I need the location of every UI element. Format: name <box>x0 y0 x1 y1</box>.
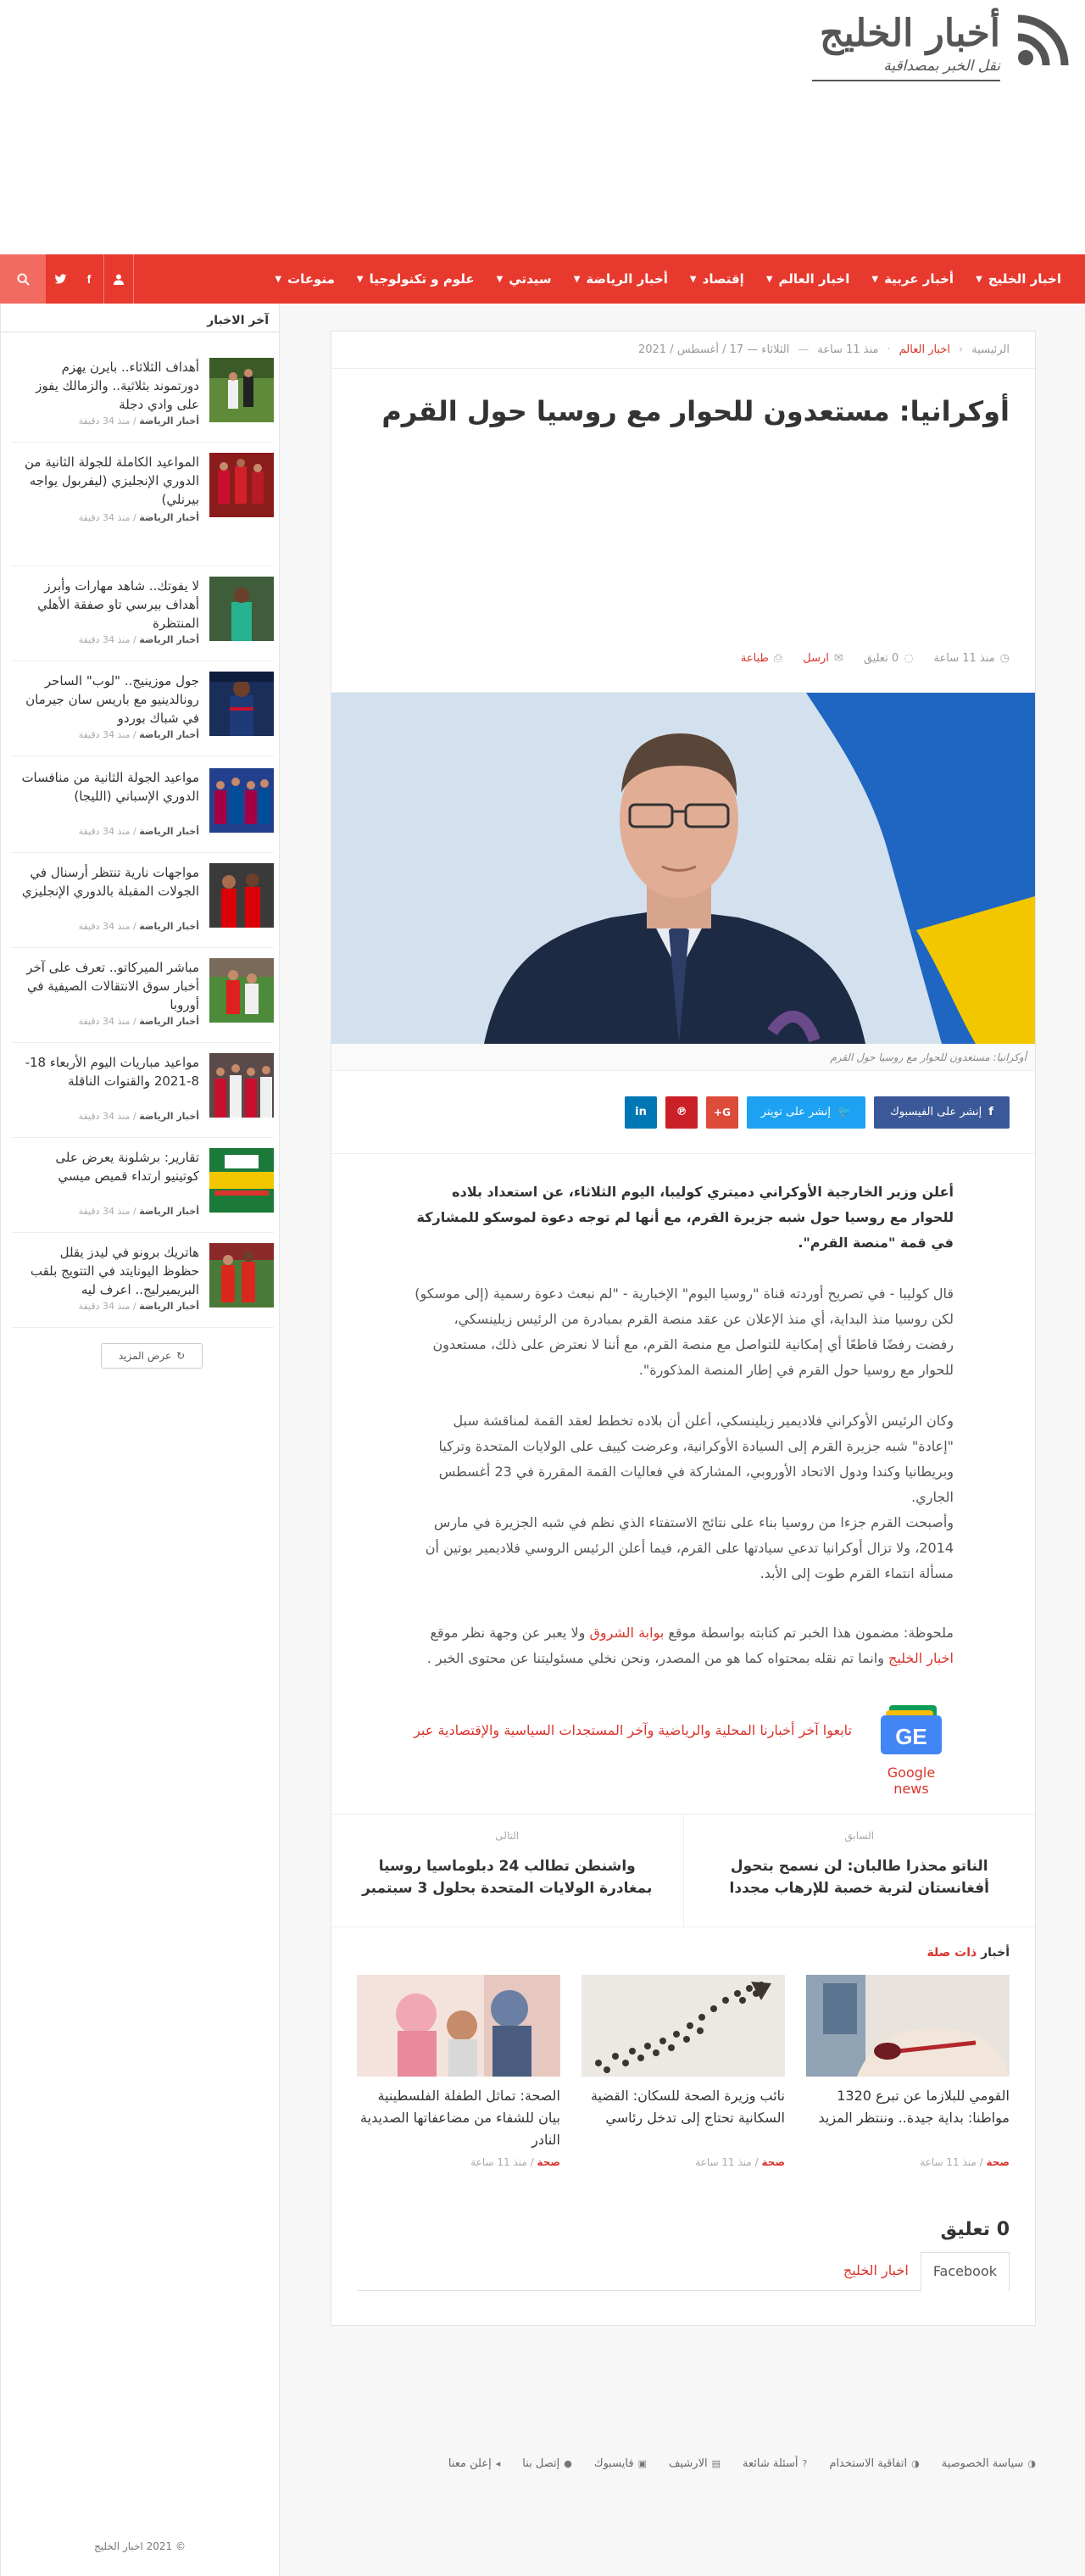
chevron-down-icon: ▼ <box>496 274 504 284</box>
comments-heading: 0 تعليق <box>940 2219 1010 2240</box>
facebook-icon: f <box>86 272 92 286</box>
article-title: أوكرانيا: مستعدون للحوار مع روسيا حول القرم <box>381 395 1010 427</box>
note-mid: ولا يعبر عن وجهة نظر موقع <box>430 1625 586 1641</box>
facebook-link[interactable] <box>75 254 103 304</box>
google-news-banner[interactable] <box>413 1703 954 1797</box>
news-meta: أخبار الرياضة / منذ 34 دقيقة <box>78 1301 199 1312</box>
related-title: نائب وزيرة الصحة للسكان: القضية السكانية تحتاج إلى تدخل رئاسي <box>590 2088 785 2126</box>
related-title: الصحة: تماثل الطفلة الفلسطينية بيان للشفاء من مضاعفاتها الصديدية النادر <box>360 2088 560 2148</box>
related-category: صحة <box>761 2156 785 2168</box>
photo-caption: أوكرانيا: مستعدون للحوار مع روسيا حول القرم <box>331 1044 1035 1071</box>
news-meta: أخبار الرياضة / منذ 34 دقيقة <box>78 415 199 427</box>
news-thumbnail <box>209 672 274 736</box>
note-site-link[interactable]: اخبار الخليج <box>888 1650 954 1666</box>
send-link[interactable] <box>803 652 843 665</box>
news-time: منذ 34 دقيقة <box>78 634 131 645</box>
share-linkedin-button[interactable] <box>625 1096 657 1129</box>
chevron-down-icon: ▼ <box>976 274 982 284</box>
news-thumbnail <box>209 958 274 1023</box>
news-title: مواعيد مباريات اليوم الأربعاء 18-8-2021 والقنوات الناقلة <box>25 1055 199 1089</box>
article-meta <box>331 642 1035 693</box>
next-post[interactable] <box>331 1815 684 1926</box>
news-category: أخبار الرياضة <box>139 1111 199 1122</box>
sidebar-heading: آخر الاخبار <box>1 304 279 332</box>
tab-site-comments[interactable]: اخبار الخليج <box>843 2262 909 2278</box>
news-meta: أخبار الرياضة / منذ 34 دقيقة <box>78 634 199 645</box>
nav-menu <box>253 254 1061 304</box>
related-meta: صحة / منذ 11 ساعة <box>470 2156 560 2168</box>
twitter-link[interactable] <box>46 254 75 304</box>
article-body <box>331 1154 1035 1671</box>
news-thumbnail <box>209 1148 274 1213</box>
logo-title: أخبار الخليج <box>820 12 1000 55</box>
related-thumbnail <box>806 1975 1010 2077</box>
sidebar-news-item[interactable] <box>11 572 274 661</box>
clock-icon: ◷ <box>999 652 1010 665</box>
nav-item-women[interactable] <box>497 271 552 287</box>
related-heading <box>357 1946 1010 1960</box>
related-thumbnail <box>581 1975 785 2077</box>
nav-item-label: سيدتي <box>509 271 552 287</box>
news-category: أخبار الرياضة <box>139 1016 199 1027</box>
site-logo[interactable] <box>807 8 1078 80</box>
nav-item-label: علوم و تكنولوجيا <box>369 271 475 287</box>
chevron-down-icon: ▼ <box>689 274 697 284</box>
google-news-label: Google news <box>887 1765 936 1797</box>
news-title: جول موزينيج.. "لوب" الساحر رونالدينيو مع باريس سان جيرمان في شباك بوردو <box>25 673 199 726</box>
related-category: صحة <box>986 2156 1010 2168</box>
news-category: أخبار الرياضة <box>139 1301 199 1312</box>
note-prefix: ملحوظة: مضمون هذا الخبر تم كتابته بواسطة موقع <box>668 1625 954 1641</box>
footer-link-label: فايسبوك <box>593 2457 634 2470</box>
related-meta: صحة / منذ 11 ساعة <box>920 2156 1010 2168</box>
share-twitter-label: إنشر على تويتر <box>760 1106 832 1118</box>
note-source-link[interactable]: بوابة الشروق <box>589 1625 665 1641</box>
sidebar-news-item[interactable] <box>11 1143 274 1233</box>
news-meta: أخبار الرياضة / منذ 34 دقيقة <box>78 921 199 932</box>
nav-item-economy[interactable] <box>690 271 744 287</box>
footer-links <box>426 2457 1036 2470</box>
terms-icon: ◑ <box>911 2458 920 2469</box>
faq-icon: ? <box>802 2458 808 2469</box>
breadcrumb-home[interactable]: الرئيسية <box>971 343 1010 356</box>
divider <box>103 254 104 304</box>
footer-link-label: سياسة الخصوصية <box>941 2457 1024 2470</box>
nav-item-world-news[interactable] <box>766 271 850 287</box>
news-title: مواجهات نارية تنتظر أرسنال في الجولات المقبلة بالدوري الإنجليزي <box>21 865 199 899</box>
divider <box>133 254 134 304</box>
footer-link-faq[interactable] <box>743 2457 807 2470</box>
previous-title: الناتو محذرا طالبان: لن نسمح بتحول أفغانستان لتربة خصبة للإرهاب مجددا <box>729 1858 989 1897</box>
news-meta: أخبار الرياضة / منذ 34 دقيقة <box>78 729 199 740</box>
breadcrumb-separator: ‹ <box>959 343 964 356</box>
article-photo <box>331 693 1035 1044</box>
footer-link-label: اتفاقية الاستخدام <box>829 2457 908 2470</box>
footer-link-archive[interactable] <box>669 2457 721 2470</box>
nav-item-gulf-news[interactable] <box>976 271 1061 287</box>
chevron-down-icon: ▼ <box>356 274 364 284</box>
sidebar-news-item[interactable] <box>11 353 274 443</box>
meta-comments-text: 0 تعليق <box>863 652 899 665</box>
article-container <box>331 331 1036 2326</box>
news-category: أخبار الرياضة <box>139 634 199 645</box>
news-meta: أخبار الرياضة / منذ 34 دقيقة <box>78 1206 199 1217</box>
related-time: منذ 11 ساعة <box>695 2156 752 2168</box>
chevron-down-icon: ▼ <box>573 274 581 284</box>
site-header <box>0 0 1085 254</box>
svg-text:GE: GE <box>895 1724 927 1749</box>
news-category: أخبار الرياضة <box>139 921 199 932</box>
print-text: طباعة <box>740 652 769 665</box>
nav-item-sports[interactable] <box>574 271 668 287</box>
news-meta: أخبار الرياضة / منذ 34 دقيقة <box>78 826 199 837</box>
main-navigation <box>0 254 1085 304</box>
search-button[interactable] <box>0 254 46 304</box>
related-thumbnail <box>357 1975 560 2077</box>
news-title: تقارير: برشلونة يعرض على كوتينيو ارتداء قميص ميسي <box>55 1150 199 1184</box>
related-title: القومي للبلازما عن تبرع 1320 مواطنا: بداية جيدة.. وننتظر المزيد <box>818 2088 1010 2126</box>
news-title: لا يفوتك.. شاهد مهارات وأبرز أهداف بيرسي تاو صفقة الأهلي المنتظرة <box>37 578 199 631</box>
news-thumbnail <box>209 453 274 517</box>
related-card[interactable] <box>357 1975 560 2168</box>
related-meta: صحة / منذ 11 ساعة <box>695 2156 785 2168</box>
news-time: منذ 34 دقيقة <box>78 512 131 523</box>
sidebar-news-item[interactable] <box>11 953 274 1043</box>
news-title: مباشر الميركاتو.. تعرف على آخر أخبار سوق الانتقالات الصيفية في أوروبا <box>26 960 199 1012</box>
breadcrumb <box>331 332 1035 369</box>
nav-item-misc[interactable] <box>275 271 334 287</box>
twitter-icon <box>54 274 67 285</box>
meta-comments[interactable] <box>864 652 914 665</box>
sidebar-news-item[interactable] <box>11 666 274 756</box>
news-category: أخبار الرياضة <box>139 729 199 740</box>
chevron-down-icon: ▼ <box>275 274 282 284</box>
chevron-down-icon: ▼ <box>871 274 879 284</box>
news-time: منذ 34 دقيقة <box>78 826 131 837</box>
previous-label: السابق <box>844 1830 875 1842</box>
social-links <box>46 254 134 304</box>
share-facebook-button[interactable] <box>874 1096 1010 1129</box>
footer-link-facebook[interactable] <box>594 2457 647 2470</box>
user-icon <box>114 274 124 285</box>
related-news <box>331 1927 1035 2168</box>
related-time: منذ 11 ساعة <box>470 2156 527 2168</box>
nav-item-science-tech[interactable] <box>357 271 475 287</box>
breadcrumb-separator: · <box>887 343 891 356</box>
footer-link-advertise[interactable] <box>448 2457 500 2470</box>
news-time: منذ 34 دقيقة <box>78 1206 131 1217</box>
news-category: أخبار الرياضة <box>139 1206 199 1217</box>
sidebar-news-item[interactable] <box>11 448 274 566</box>
comments-section <box>331 2219 1035 2325</box>
news-time: منذ 34 دقيقة <box>78 1016 131 1027</box>
print-icon: ⎙ <box>773 652 783 665</box>
news-thumbnail <box>209 358 274 422</box>
send-text: ارسل <box>803 652 829 665</box>
user-link[interactable] <box>104 254 133 304</box>
nav-item-label: أخبار عربية <box>884 271 954 287</box>
related-heading-b: ذات صلة <box>926 1946 977 1960</box>
meta-time-text: منذ 11 ساعة <box>933 652 995 665</box>
twitter-icon: 🐦 <box>837 1106 852 1118</box>
sidebar-news-item[interactable] <box>11 1238 274 1328</box>
news-thumbnail <box>209 863 274 928</box>
next-title: واشنطن تطالب 24 دبلوماسيا روسيا بمغادرة الولايات المتحدة بحلول 3 سبتمبر <box>362 1858 653 1897</box>
advertise-icon: ◂ <box>495 2458 501 2469</box>
nav-item-label: منوعات <box>287 271 335 287</box>
article-paragraph: وكان الرئيس الأوكراني فلاديمير زيلينسكي، أعلن أن بلاده تخطط لعقد القمة لمناقشة سبل "إعادة" شبه جزيرة القرم إلى السيادة الأوكرانية، وعرضت كييف على الولايات المتحدة وتركيا وبريطانيا وكندا ودول الاتحاد الأوروبي، المشاركة في فعاليات القمة المقررة في 23 أغسطس الجاري. وأصبحت القرم جزءا من روسيا بناء على نتائج الاستفتاء الذي نظم في شبه الجزيرة في مارس 2014، ولا تزال أوكرانيا تدعي سيادتها على القرم، فيما أعلن الرئيس الروسي فلاديمير بوتين أن مسألة انتماء القرم طوت إلى الأبد. <box>425 1413 954 1581</box>
load-more-button[interactable] <box>101 1343 203 1369</box>
share-bar <box>331 1071 1035 1154</box>
news-meta: أخبار الرياضة / منذ 34 دقيقة <box>78 512 199 523</box>
news-time: منذ 34 دقيقة <box>78 415 131 427</box>
copyright: © 2021 اخبار الخليج <box>94 2540 186 2552</box>
nav-item-label: اخبار الخليج <box>988 271 1061 287</box>
news-title: هاتريك برونو في ليدز يقلل حظوظ اليونايتد في التتويج بلقب البريميرليج.. اعرف ليه <box>30 1245 199 1297</box>
footer-link-label: إتصل بنا <box>522 2457 560 2470</box>
footer-link-label: أسئلة شائعة <box>743 2457 798 2470</box>
breadcrumb-separator: — <box>798 343 810 356</box>
comments-spacer <box>357 2291 1010 2325</box>
news-thumbnail <box>209 768 274 833</box>
share-googleplus-button[interactable] <box>706 1096 738 1129</box>
news-title: مواعيد الجولة الثانية من منافسات الدوري الإسباني (الليجا) <box>21 770 199 804</box>
comments-tabs <box>357 2252 1010 2291</box>
news-title: المواعيد الكاملة للجولة الثانية من الدوري الإنجليزي (ليفربول يواجه بيرنلي) <box>25 454 199 507</box>
load-more-label: عرض المزيد <box>118 1350 172 1362</box>
news-category: أخبار الرياضة <box>139 415 199 427</box>
contact-icon: ● <box>564 2458 572 2469</box>
nav-item-label: أخبار الرياضة <box>586 271 668 287</box>
logo-underline <box>812 80 1000 81</box>
meta-time <box>934 652 1010 665</box>
nav-item-label: إقتصاد <box>702 271 744 287</box>
google-news-logo <box>869 1703 954 1797</box>
news-time: منذ 34 دقيقة <box>78 1111 131 1122</box>
related-card[interactable] <box>806 1975 1010 2168</box>
linkedin-icon: in <box>635 1106 647 1118</box>
pinterest-icon: ℗ <box>676 1106 687 1118</box>
search-icon <box>17 273 30 286</box>
news-category: أخبار الرياضة <box>139 826 199 837</box>
previous-post[interactable] <box>684 1815 1036 1926</box>
article-lead: أعلن وزير الخارجية الأوكراني دميتري كوليبا، اليوم الثلاثاء، عن استعداد بلاده للحوار مع روسيا حول شبه جزيرة القرم، مع أنها لم توجه دعوة لموسكو للمشاركة في قمة "منصة القرم". <box>416 1184 954 1251</box>
related-grid <box>357 1975 1010 2168</box>
sidebar-news-item[interactable] <box>11 1048 274 1138</box>
nav-item-arab-news[interactable] <box>871 271 954 287</box>
footer-link-privacy[interactable] <box>942 2457 1036 2470</box>
google-news-text: تابعوا آخر أخبارنا المحلية والرياضية وآخر المستجدات السياسية والإقتصادية عبر <box>414 1722 852 1738</box>
share-twitter-button[interactable] <box>747 1096 865 1129</box>
breadcrumb-category[interactable]: اخبار العالم <box>899 343 951 356</box>
news-time: منذ 34 دقيقة <box>78 921 131 932</box>
logo-text <box>820 10 1000 58</box>
news-time: منذ 34 دقيقة <box>78 1301 131 1312</box>
facebook-icon: f <box>988 1106 993 1118</box>
google-news-icon <box>869 1703 954 1759</box>
news-thumbnail <box>209 1243 274 1308</box>
comment-icon: ◌ <box>904 652 914 665</box>
share-pinterest-button[interactable] <box>665 1096 698 1129</box>
tab-facebook-comments[interactable]: Facebook <box>921 2252 1010 2291</box>
chevron-down-icon: ▼ <box>765 274 773 284</box>
sidebar <box>0 304 280 2576</box>
envelope-icon: ✉ <box>833 652 843 665</box>
facebook-icon: ▣ <box>637 2458 648 2469</box>
news-category: أخبار الرياضة <box>139 512 199 523</box>
archive-icon: ▤ <box>711 2458 721 2469</box>
news-meta: أخبار الرياضة / منذ 34 دقيقة <box>78 1111 199 1122</box>
share-facebook-label: إنشر على الفيسبوك <box>890 1106 982 1118</box>
google-plus-icon: G+ <box>714 1106 731 1118</box>
sidebar-news-item[interactable] <box>11 763 274 853</box>
footer-link-label: إعلن معنا <box>448 2457 492 2470</box>
logo-slogan: نقل الخبر بمصداقية <box>883 58 1000 75</box>
footer-link-terms[interactable] <box>829 2457 919 2470</box>
refresh-icon: ↻ <box>176 1350 186 1362</box>
next-label: التالى <box>495 1830 520 1842</box>
news-thumbnail <box>209 1053 274 1118</box>
news-title: أهداف الثلاثاء.. بايرن يهزم دورتموند بثلاثية.. والزمالك يفوز على وادي دجلة <box>36 360 199 412</box>
footer-link-contact[interactable] <box>522 2457 572 2470</box>
related-card[interactable] <box>581 1975 785 2168</box>
source-note <box>413 1620 954 1671</box>
related-heading-a: أخبار <box>981 1946 1010 1960</box>
rss-icon <box>1015 12 1071 68</box>
sidebar-news-item[interactable] <box>11 858 274 948</box>
article-paragraph: قال كوليبا - في تصريح أوردته قناة "روسيا اليوم" الإخبارية - "لم نبعث دعوة رسمية (إلى موسكو) لكن روسيا منذ البداية، أي منذ الإعلان عن عقد منصة القرم بمبادرة من الرئيس زيلينسكي، رفضت رفضًا قاطعًا أي إمكانية للتواصل مع منصة القرم، مع أننا لا نعترض على ذلك، مستعدون للحوار مع روسيا حول القرم في إطار المنصة المذكورة". <box>415 1285 954 1378</box>
breadcrumb-time: منذ 11 ساعة <box>817 343 879 356</box>
privacy-icon: ◑ <box>1027 2458 1036 2469</box>
photo-illustration <box>331 693 1035 1044</box>
nav-item-label: اخبار العالم <box>778 271 850 287</box>
note-suffix: وانما تم نقله بمحتواه كما هو من المصدر، ونحن نخلي مسئوليتنا عن محتوى الخبر . <box>426 1650 884 1666</box>
print-link[interactable] <box>741 652 782 665</box>
news-time: منذ 34 دقيقة <box>78 729 131 740</box>
breadcrumb-date: الثلاثاء — 17 / أغسطس / 2021 <box>637 343 790 356</box>
news-meta: أخبار الرياضة / منذ 34 دقيقة <box>78 1016 199 1027</box>
post-navigation <box>331 1814 1035 1927</box>
related-time: منذ 11 ساعة <box>920 2156 976 2168</box>
news-thumbnail <box>209 577 274 641</box>
footer-link-label: الارشيف <box>669 2457 708 2470</box>
related-category: صحة <box>537 2156 560 2168</box>
